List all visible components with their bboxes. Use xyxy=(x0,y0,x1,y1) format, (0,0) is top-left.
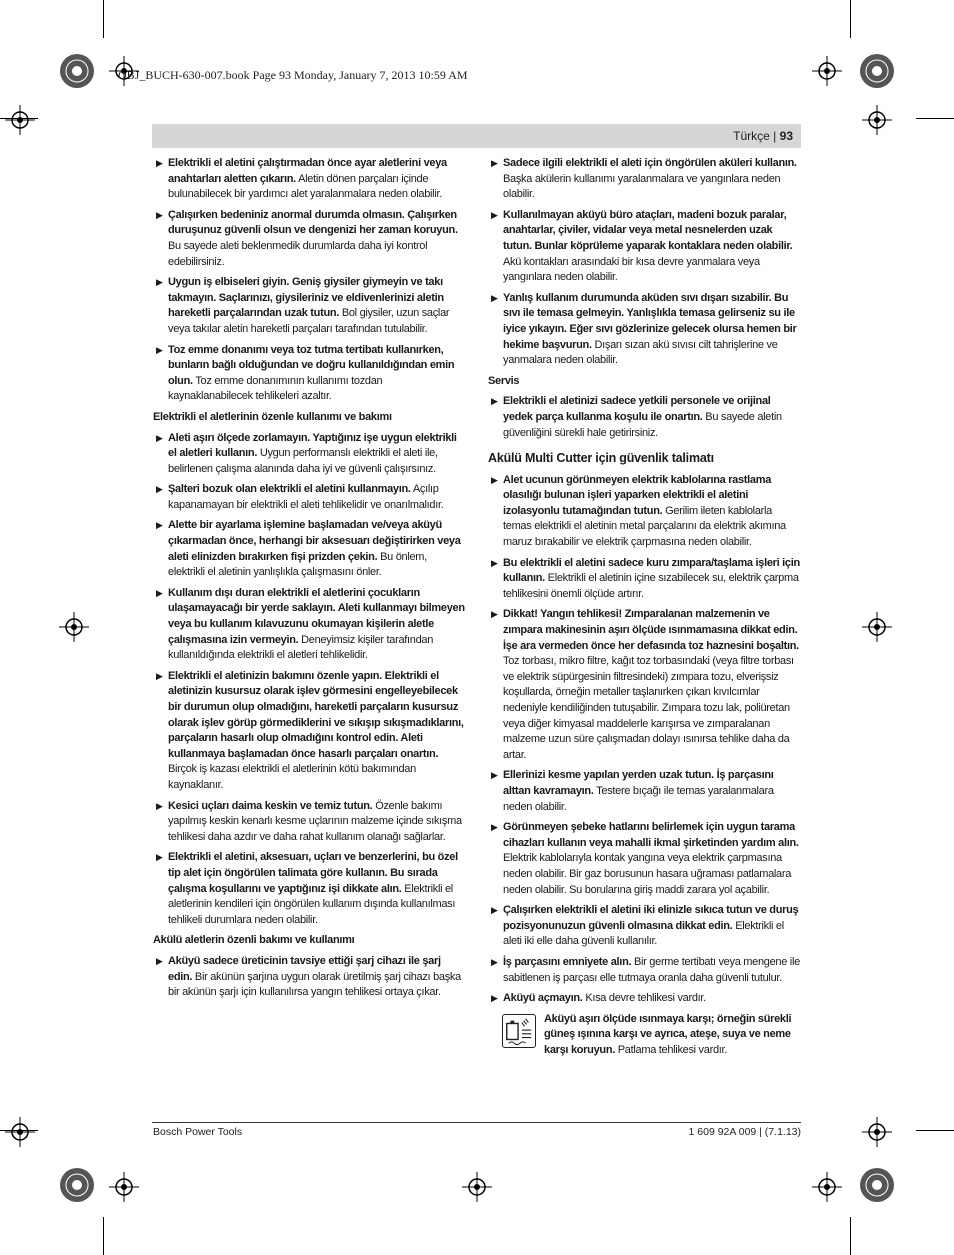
instruction-item xyxy=(153,518,465,580)
instruction-item xyxy=(153,431,465,478)
instruction-item xyxy=(488,394,800,441)
bullet-triangle-icon: ▶ xyxy=(491,956,498,967)
bullet-triangle-icon: ▶ xyxy=(491,396,498,407)
instruction-bold: Bu elektrikli el aletini sadece kuru zımpara/taşlama işleri için kullanın. xyxy=(503,556,800,585)
instruction-item xyxy=(153,799,465,846)
instruction-bold: Alet ucunun görünmeyen elektrik kablolarına rastlama olasılığı bulunan işleri yaparken elektrikli el aletini izolasyonlu tutamağından tutun. xyxy=(503,473,772,517)
bullet-triangle-icon: ▶ xyxy=(156,484,163,495)
print-info-line: OBJ_BUCH-630-007.book Page 93 Monday, January 7, 2013 10:59 AM xyxy=(118,68,468,82)
crosshair-icon xyxy=(462,1172,492,1202)
footer-doc-number: 1 609 92A 009 | (7.1.13) xyxy=(688,1126,801,1138)
instruction-bold: Çalışırken bedeniniz anormal durumda olmasın. Çalışırken duruşunuz güvenli olsun ve dengenizi her zaman koruyun. xyxy=(168,208,458,237)
instruction-text: Elektrikli el aleti iki elle daha güvenli kullanılır. xyxy=(503,919,784,948)
instruction-item xyxy=(488,991,800,1007)
crosshair-icon xyxy=(5,105,35,135)
instruction-text: Deneyimsiz kişiler tarafından kullanıldığında elektrikli el aletleri tehlikelidir. xyxy=(168,633,434,662)
instruction-text: Bu sayede aleti beklenmedik durumlarda daha iyi kontrol edebilirsiniz. xyxy=(168,239,428,268)
bullet-triangle-icon: ▶ xyxy=(156,158,163,168)
registration-mark-icon xyxy=(858,52,896,90)
instruction-item xyxy=(153,482,465,513)
section-heading: Akülü Multi Cutter için güvenlik talimatı xyxy=(488,451,714,466)
bullet-triangle-icon: ▶ xyxy=(156,344,163,355)
instruction-bold: Dikkat! Yangın tehlikesi! Zımparalanan malzemenin ve zımpara makinesinin aşırı ölçüde ısınmamasına dikkat edin. İşe ara vermeden önce her defasında toz haznesini boşaltın. xyxy=(503,608,799,652)
instruction-text: Bir germe tertibatı veya mengene ile sabitlenen iş parçası elle tutmaya oranla daha güvenli tutulur. xyxy=(503,955,800,984)
instruction-bold: Elektrikli el aletini, aksesuarı, uçları ve benzerlerini, bu özel tip alet için öngörülen talimata göre kullanın. Bu sırada çalışma koşullarını ve yaptığınız işi dikkate alın. xyxy=(168,851,458,895)
instruction-text: Açılıp kapanamayan bir elektrikli el aleti tehlikelidir ve onarılmalıdır. xyxy=(168,483,444,511)
instruction-text: Bu önlem, elektrikli el aletinin yanlışlıkla çalışmasını önler. xyxy=(168,550,427,579)
bullet-triangle-icon: ▶ xyxy=(491,292,498,303)
registration-mark-icon xyxy=(858,1166,896,1204)
crosshair-icon xyxy=(812,1172,842,1202)
instruction-item xyxy=(488,291,800,369)
instruction-bold: Aküyü sadece üreticinin tavsiye ettiği şarj cihazı ile şarj edin. xyxy=(168,954,441,983)
instruction-text: Bu sayede aletin güvenliğini sürekli hale getirirsiniz. xyxy=(503,410,782,439)
instruction-text: Toz torbası, mikro filtre, kağıt toz torbasındaki (veya filtre torbası ve elektrik süpürgesinin filtresindeki) zımpara tozu, elverişsiz koşullarda, örneğin metaller taşlanırken çıkan kıvılcımlar nedeniyle kendiliğinden tutuşabilir. Zımpara tozu lak, poliüretan veya diğer kimyasal maddelerle karışırsa ve zımparalanan malzeme uzun süre çalışmadan dolayı ısınırsa tehlike daha da artar. xyxy=(503,655,794,761)
crosshair-icon xyxy=(812,56,842,86)
instruction-item xyxy=(488,820,800,898)
subheading-battery: Akülü aletlerin özenli bakımı ve kullanımı xyxy=(153,934,355,947)
instruction-item xyxy=(488,156,800,203)
instruction-list xyxy=(153,954,465,1001)
instruction-bold: Aküyü açmayın. xyxy=(503,992,583,1005)
instruction-bold: Kesici uçları daima keskin ve temiz tutun. xyxy=(168,799,373,812)
footer-publisher: Bosch Power Tools xyxy=(153,1126,243,1138)
instruction-bold: Yanlış kullanım durumunda aküden sıvı dışarı sızabilir. Bu sıvı ile temasa gelmeyin. Yanlışlıkla temasa gelirseniz su ile iyice yıkayın. Eğer sıvı gözlerinize gelecek olursa hemen bir hekime başvurun. xyxy=(503,291,797,351)
instruction-text: Gerilim ileten kablolarla temas elektrikli el aletinin metal parçalarını da elektrik akımına maruz bırakabilir ve elektrik çarpmasına neden olabilir. xyxy=(503,504,786,549)
instruction-item xyxy=(488,903,800,950)
crosshair-icon xyxy=(862,1117,892,1147)
instruction-bold: Elektrikli el aletinizi sadece yetkili personele ve orijinal yedek parça kullanma koşulu ile onartın. xyxy=(503,395,771,423)
page-number: 93 xyxy=(779,129,793,143)
instruction-item xyxy=(153,850,465,928)
footer-rule xyxy=(152,1122,801,1123)
header-language: Türkçe | xyxy=(733,129,780,143)
instruction-item xyxy=(488,768,800,815)
instruction-item xyxy=(488,955,800,986)
bullet-triangle-icon: ▶ xyxy=(156,955,163,966)
instruction-text: Dışarı sızan akü sıvısı cilt tahrişlerine ve yanmalara neden olabilir. xyxy=(503,338,778,367)
instruction-list xyxy=(488,156,800,369)
bullet-triangle-icon: ▶ xyxy=(156,432,163,443)
crosshair-icon xyxy=(109,1172,139,1202)
instruction-bold: Sadece ilgili elektrikli el aleti için öngörülen aküleri kullanın. xyxy=(503,157,797,169)
page-header xyxy=(152,124,801,148)
bullet-triangle-icon: ▶ xyxy=(491,905,498,916)
right-column xyxy=(488,156,800,1058)
instruction-bold: Görünmeyen şebeke hatlarını belirlemek için uygun tarama cihazları kullanın veya mahalli ikmal şirketinden yardım alın. xyxy=(503,821,799,849)
instruction-item xyxy=(488,208,800,286)
instruction-list xyxy=(488,473,800,1007)
crosshair-icon xyxy=(862,105,892,135)
registration-mark-icon xyxy=(58,1166,96,1204)
registration-mark-icon xyxy=(58,52,96,90)
instruction-bold: Elektrikli el aletinizin bakımını özenle yapın. Elektrikli el aletinizin kusursuz olarak işlev görmesini engelleyebilecek bir durumun olup olmadığını, hareketli parçaların kusursuz olarak işlev görüp görmediklerini ve sıkışıp sıkışmadıklarını, parçaların hasarlı olup olmadığını kontrol edin. Aleti kullanmaya başlamadan önce hasarlı parçaları onartın. xyxy=(168,669,464,760)
instruction-text: Özenle bakımı yapılmış keskin kenarlı kesme uçlarının malzeme içinde sıkışma tehlikesi daha azdır ve daha rahat kullanım olanağı sağlarlar. xyxy=(168,799,462,843)
instruction-bold: Kullanım dışı duran elektrikli el aletlerini çocukların ulaşamayacağı bir yerde saklayın. Aleti kullanmayı bilmeyen veya bu kullanım kılavuzunu okumayan kişilerin aletle çalışmasına izin vermeyin. xyxy=(168,586,465,646)
instruction-text: Elektrikli el aletlerinin kendileri için öngörülen kullanım dışında kullanılması tehlikeli durumlara neden olabilir. xyxy=(168,882,456,926)
instruction-text: Testere bıçağı ile temas yaralanmalara neden olabilir. xyxy=(503,784,774,813)
instruction-text: Aletin dönen parçaları içinde bulunabilecek bir yardımcı alet yaralanmalara neden olabilir. xyxy=(168,172,442,201)
instruction-text: Akü kontakları arasındaki bir kısa devre yanmalara veya yangınlara neden olabilir. xyxy=(503,255,760,284)
bullet-triangle-icon: ▶ xyxy=(491,609,498,620)
subheading-care: Elektrikli el aletlerinin özenle kullanımı ve bakımı xyxy=(153,410,392,423)
instruction-item xyxy=(153,156,465,203)
bullet-triangle-icon: ▶ xyxy=(491,209,498,220)
bullet-triangle-icon: ▶ xyxy=(491,993,498,1004)
instruction-bold: Aleti aşırı ölçede zorlamayın. Yaptığınız işe uygun elektrikli el aletleri kullanın. xyxy=(168,431,457,460)
warning-bold-text: Aküyü aşırı ölçüde ısınmaya karşı; örneğin sürekli güneş ışınına karşı ve ayrıca, ateşe, suya ve neme karşı koruyun. xyxy=(544,1012,792,1056)
instruction-item xyxy=(488,473,800,551)
instruction-bold: Ellerinizi kesme yapılan yerden uzak tutun. İş parçasını alttan kavramayın. xyxy=(503,769,774,797)
instruction-bold: İş parçasını emniyete alın. xyxy=(503,955,632,968)
bullet-triangle-icon: ▶ xyxy=(156,670,163,681)
instruction-bold: Uygun iş elbiseleri giyin. Geniş giysiler giymeyin ve takı takmayın. Saçlarınızı, giysileriniz ve eldivenlerinizi aletin hareketli parçalarından uzak tutun. xyxy=(168,276,444,320)
instruction-bold: Elektrikli el aletini çalıştırmadan önce ayar aletlerini veya anahtarları aletten çıkarın. xyxy=(168,157,447,185)
crosshair-icon xyxy=(5,1117,35,1147)
instruction-bold: Alette bir ayarlama işlemine başlamadan ve/veya aküyü çıkarmadan önce, herhangi bir aksesuarı değiştirirken veya aleti elinizden bırakırken fişi prizden çekin. xyxy=(168,519,461,563)
instruction-text: Toz emme donanımının kullanımı tozdan kaynaklanabilecek tehlikeleri azaltır. xyxy=(168,374,383,403)
instruction-text: Başka akülerin kullanımı yaralanmalara ve yangınlara neden olabilir. xyxy=(503,172,781,201)
instruction-item xyxy=(153,275,465,337)
bullet-triangle-icon: ▶ xyxy=(491,770,498,781)
warning-item xyxy=(488,1012,800,1059)
instruction-item xyxy=(153,343,465,405)
bullet-triangle-icon: ▶ xyxy=(156,209,163,220)
instruction-item xyxy=(488,556,800,603)
instruction-item xyxy=(153,586,465,664)
instruction-bold: Şalteri bozuk olan elektrikli el aletini kullanmayın. xyxy=(168,483,411,496)
instruction-text: Bol giysiler, uzun saçlar veya takılar aletin hareketli parçaları tarafından tutulabilir. xyxy=(168,307,450,335)
battery-heat-warning-icon xyxy=(502,1014,536,1048)
instruction-item xyxy=(153,954,465,1001)
instruction-text: Elektrikli el aletinin içine sızabilecek su, elektrik çarpma tehlikesini önemli ölçüde artırır. xyxy=(503,572,799,600)
bullet-triangle-icon: ▶ xyxy=(491,158,498,168)
instruction-bold: Kullanılmayan aküyü büro ataçları, madeni bozuk paralar, anahtarlar, çiviler, vidalar veya metal nesnelerden uzak tutun. Bunlar köprüleme yaparak kontaklara neden olabilir. xyxy=(503,208,793,252)
bullet-triangle-icon: ▶ xyxy=(156,800,163,811)
bullet-triangle-icon: ▶ xyxy=(156,520,163,531)
crosshair-icon xyxy=(862,612,892,642)
instruction-bold: Toz emme donanımı veya toz tutma tertibatı kullanırken, bunların bağlı olduğundan ve doğru kullanıldığından emin olun. xyxy=(168,343,455,387)
instruction-bold: Çalışırken elektrikli el aletini iki elinizle sıkıca tutun ve duruş pozisyonunuzun güvenli olmasına dikkat edin. xyxy=(503,904,799,932)
crosshair-icon xyxy=(59,612,89,642)
bullet-triangle-icon: ▶ xyxy=(491,822,498,833)
instruction-text: Elektrik kablolarıyla kontak yangına veya elektrik çarpmasına neden olabilir. Bir gaz borusunun hasara uğraması patlamalara neden olabilir. Su borularına giriş maddi zarara yol açabilir. xyxy=(503,852,792,896)
instruction-item xyxy=(488,607,800,763)
instruction-list xyxy=(153,431,465,929)
instruction-list xyxy=(488,394,800,441)
instruction-item xyxy=(153,208,465,270)
bullet-triangle-icon: ▶ xyxy=(491,557,498,568)
subheading-service: Servis xyxy=(488,374,520,387)
instruction-text: Bir akünün şarjına uygun olarak üretilmiş şarj cihazı başka bir akünün şarjı için kullanılırsa yangın tehlikesi ortaya çıkar. xyxy=(168,970,461,999)
bullet-triangle-icon: ▶ xyxy=(156,587,163,598)
bullet-triangle-icon: ▶ xyxy=(156,852,163,863)
bullet-triangle-icon: ▶ xyxy=(156,277,163,288)
warning-text: Patlama tehlikesi vardır. xyxy=(615,1043,728,1056)
instruction-list xyxy=(153,156,465,405)
left-column xyxy=(153,156,465,1006)
instruction-text: Kısa devre tehlikesi vardır. xyxy=(582,992,706,1005)
instruction-text: Birçok iş kazası elektrikli el aletlerinin kötü bakımından kaynaklanır. xyxy=(168,763,416,791)
bullet-triangle-icon: ▶ xyxy=(491,474,498,485)
instruction-item xyxy=(153,669,465,794)
header-text xyxy=(733,129,793,143)
instruction-text: Uygun performanslı elektrikli el aleti ile, belirlenen çalışma alanında daha iyi ve güvenli çalışırsınız. xyxy=(168,447,438,475)
